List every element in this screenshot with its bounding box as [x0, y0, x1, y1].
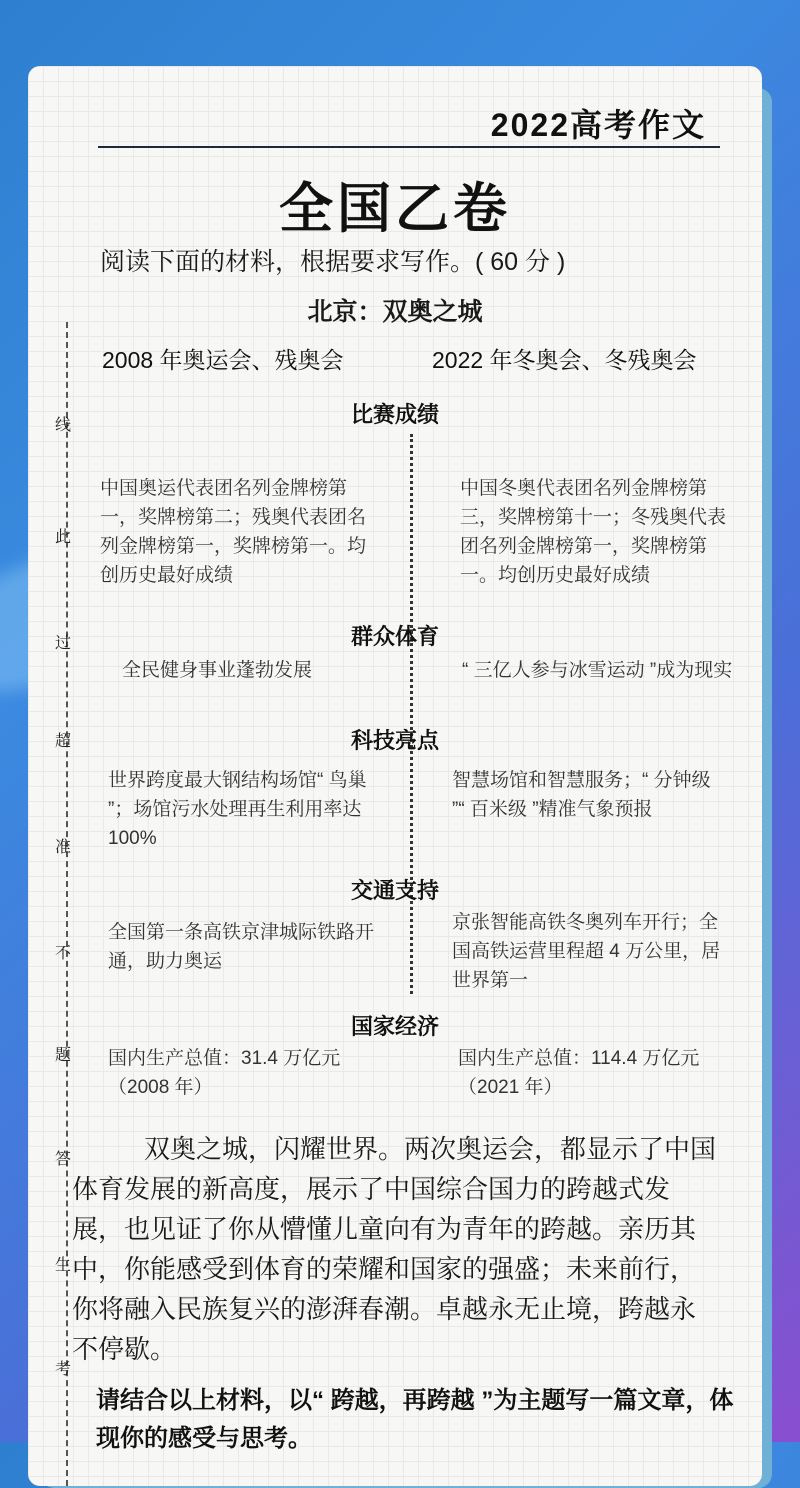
writing-task: 请结合以上材料，以“ 跨越，再跨越 ”为主题写一篇文章，体现你的感受与思考。	[96, 1387, 734, 1452]
section-heading: 群众体育	[350, 624, 439, 649]
section-heading: 国家经济	[350, 1014, 439, 1039]
margin-char: 题	[54, 1047, 71, 1064]
section-right-text: “ 三亿人参与冰雪运动 ”成为现实	[462, 660, 733, 681]
section-left-text: 中国奥运代表团名列金牌榜第一，奖牌榜第二；残奥代表团名列金牌榜第一，奖牌榜第一。均创历史最好成绩	[100, 478, 367, 586]
exam-card	[28, 66, 762, 1486]
section-left-text: 全民健身事业蓬勃发展	[122, 660, 313, 681]
margin-char: 过	[54, 635, 71, 652]
section-left-text: 世界跨度最大钢结构场馆“ 鸟巢 ”；场馆污水处理再生利用率达 100%	[108, 770, 367, 849]
center-divider	[410, 434, 413, 994]
section-right-text: 京张智能高铁冬奥列车开行；全国高铁运营里程超 4 万公里，居世界第一	[452, 912, 721, 991]
instruction-text: 阅读下面的材料，根据要求写作。( 60 分 )	[100, 248, 566, 276]
margin-char: 线	[54, 417, 71, 434]
exam-title: 全国乙卷	[279, 179, 511, 239]
section-left-text: 国内生产总值：31.4 万亿元（2008 年）	[108, 1048, 341, 1098]
margin-char: 此	[54, 529, 71, 546]
margin-char: 考	[54, 1361, 71, 1378]
essay-material: 双奥之城，闪耀世界。两次奥运会，都显示了中国体育发展的新高度，展示了中国综合国力的跨越式发展，也见证了你从懵懂儿童向有为青年的跨越。亲历其中，你能感受到体育的荣耀和国家的强盛；未来前行，你将融入民族复兴的澎湃春潮。卓越永无止境，跨越永不停歇。	[72, 1135, 717, 1365]
subject-title: 北京：双奥之城	[307, 298, 483, 326]
margin-char: 生	[54, 1257, 71, 1274]
header-divider	[98, 146, 720, 148]
section-heading: 交通支持	[350, 878, 439, 903]
section-right-text: 国内生产总值：114.4 万亿元（2021 年）	[458, 1048, 700, 1098]
section-left-text: 全国第一条高铁京津城际铁路开通，助力奥运	[108, 922, 375, 972]
margin-char: 不	[54, 945, 71, 962]
header-title: 2022高考作文	[490, 107, 706, 143]
column-heading-2008: 2008 年奥运会、残奥会	[102, 347, 344, 373]
section-heading: 科技亮点	[350, 728, 439, 753]
section-right-text: 智慧场馆和智慧服务；“ 分钟级 ”“ 百米级 ”精准气象预报	[452, 770, 711, 820]
margin-char: 准	[54, 839, 71, 856]
column-heading-2022: 2022 年冬奥会、冬残奥会	[432, 347, 697, 373]
margin-char: 答	[54, 1151, 71, 1168]
section-heading: 比赛成绩	[350, 402, 439, 427]
section-right-text: 中国冬奥代表团名列金牌榜第三，奖牌榜第十一；冬残奥代表团名列金牌榜第一，奖牌榜第一。均创历史最好成绩	[460, 478, 727, 586]
margin-char: 超	[54, 733, 71, 750]
